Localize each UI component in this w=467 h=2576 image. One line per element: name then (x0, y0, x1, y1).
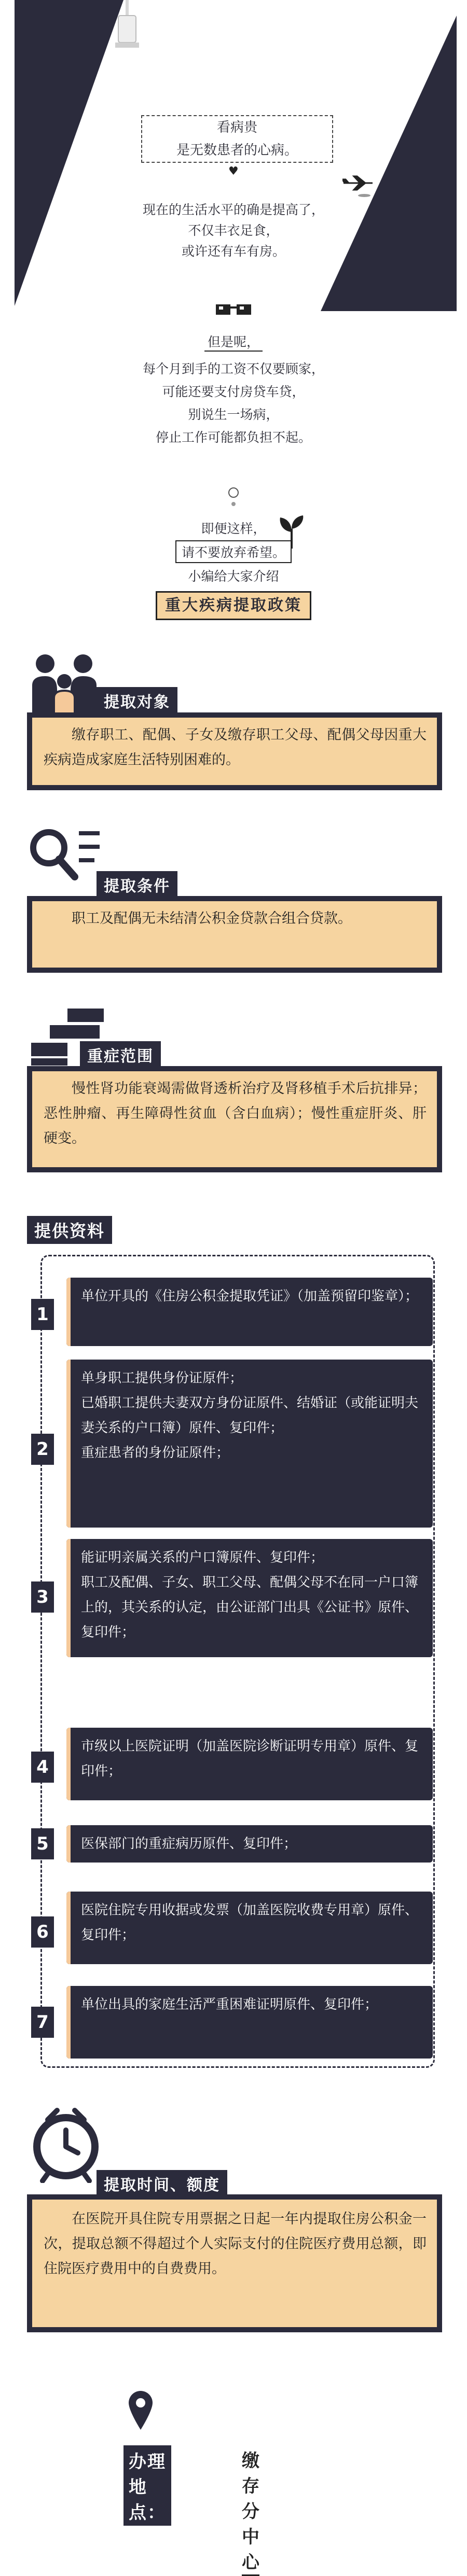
hero-para-1-line: 现在的生活水平的确是提高了， (142, 202, 324, 217)
glasses-icon (215, 303, 252, 317)
doc-line: 单位出具的家庭生活严重困难证明原件、复印件； (81, 1997, 378, 2012)
doc-text (81, 1734, 421, 1784)
condition-text: 职工及配偶无未结清公积金贷款合组合贷款。 (72, 911, 352, 927)
intro-line-1: 看病贵 (216, 120, 257, 135)
doc-line: 重症患者的身份证原件； (81, 1445, 230, 1461)
heart-icon: ♥ (228, 165, 239, 178)
scope-text: 慢性肾功能衰竭需做肾透析治疗及肾移植手术后抗排异；恶性肿瘤、再生障碍性贫血（含白血病）；慢性重症肝炎、肝硬变。 (44, 1081, 427, 1146)
doc-number: 4 (31, 1752, 54, 1783)
doc-card (66, 1986, 433, 2059)
condition-title: 提取条件 (97, 871, 177, 898)
magnifier-icon (27, 827, 105, 884)
doc-text (81, 1831, 421, 1856)
hero-para-2-line: 别说生一场病， (188, 407, 279, 422)
but-line (0, 332, 467, 352)
dont-give-up-line (0, 540, 467, 563)
location-value: 缴存分中心 (242, 2446, 259, 2576)
condition-panel (27, 896, 442, 973)
lamp-icon (107, 0, 148, 67)
doc-text (81, 1366, 421, 1465)
doc-text (81, 1284, 421, 1309)
hero-para-2-line: 停止工作可能都负担不起。 (155, 430, 311, 445)
doc-line: 市级以上医院证明（加盖医院诊断证明专用章）原件、复印件； (81, 1739, 419, 1779)
even-text: 即便这样， (201, 521, 266, 536)
doc-card (66, 1360, 433, 1528)
hero-para-2 (0, 358, 467, 449)
intro-dashed-box (141, 115, 333, 163)
target-title: 提取对象 (97, 687, 177, 714)
time-panel (27, 2194, 442, 2332)
target-panel (27, 712, 442, 790)
clock-icon (27, 2105, 105, 2183)
circle-icon (228, 487, 239, 498)
doc-line: 医保部门的重症病历原件、复印件； (81, 1836, 297, 1852)
doc-line: 已婚职工提供夫妻双方身份证原件、结婚证（或能证明夫妻关系的户口簿）原件、复印件； (81, 1395, 419, 1436)
dont-give-up-text: 请不要放弃希望。 (175, 540, 292, 563)
but-text: 但是呢， (204, 332, 263, 352)
target-text: 缴存职工、配偶、子女及缴存职工父母、配偶父母因重大疾病造成家庭生活特别困难的。 (44, 727, 427, 768)
doc-number: 3 (31, 1581, 54, 1613)
scope-title: 重症范围 (80, 1041, 161, 1068)
hero-para-1-line: 不仅丰衣足食， (188, 223, 279, 238)
location-label: 办理地点： (123, 2445, 171, 2526)
small-dot-icon (231, 502, 236, 506)
plane-shadow (358, 194, 370, 197)
doc-number: 7 (31, 2007, 54, 2038)
intro-line-2: 是无数患者的心病。 (176, 143, 298, 158)
doc-line: 单位开具的《住房公积金提取凭证》（加盖预留印鉴章）； (81, 1289, 419, 1304)
doc-line: 职工及配偶、子女、职工父母、配偶父母不在同一户口簿上的，其关系的认定，由公证部门出具《公证书》原件、复印件； (81, 1575, 419, 1640)
even-line (0, 519, 467, 537)
time-title: 提取时间、额度 (97, 2170, 227, 2197)
doc-number: 5 (31, 1828, 54, 1859)
docs-title: 提供资料 (27, 1216, 112, 1244)
doc-line: 医院住院专用收据或发票（加盖医院收费专用章）原件、复印件； (81, 1902, 419, 1943)
hero-para-2-line: 可能还要支付房贷车贷， (162, 384, 305, 399)
doc-card (66, 1539, 433, 1657)
hero-para-1 (0, 200, 467, 262)
doc-card (66, 1892, 433, 1964)
intro-line (0, 566, 467, 585)
hero-para-1-line: 或许还有车有房。 (181, 244, 285, 259)
hero-para-2-line: 每个月到手的工资不仅要顾家， (142, 361, 324, 376)
intro-text: 小编给大家介绍 (188, 569, 279, 584)
doc-card (66, 1728, 433, 1800)
doc-text (81, 1992, 421, 2017)
policy-title: 重大疾病提取政策 (156, 591, 311, 620)
doc-line: 单身职工提供身份证原件； (81, 1370, 243, 1386)
time-text: 在医院开具住院专用票据之日起一年内提取住房公积金一次，提取总额不得超过个人实际支付的住院医疗费用总额，即住院医疗费用中的自费费用。 (44, 2211, 427, 2277)
plane-icon (342, 175, 374, 191)
doc-number: 1 (31, 1299, 54, 1330)
doc-number: 2 (31, 1434, 54, 1465)
doc-line: 能证明亲属关系的户口簿原件、复印件； (81, 1550, 324, 1565)
location-pin-icon (128, 2390, 154, 2431)
doc-number: 6 (31, 1916, 54, 1948)
doc-card (66, 1825, 433, 1863)
scope-panel (27, 1066, 442, 1172)
doc-text (81, 1898, 421, 1948)
doc-text (81, 1545, 421, 1645)
doc-card (66, 1278, 433, 1346)
